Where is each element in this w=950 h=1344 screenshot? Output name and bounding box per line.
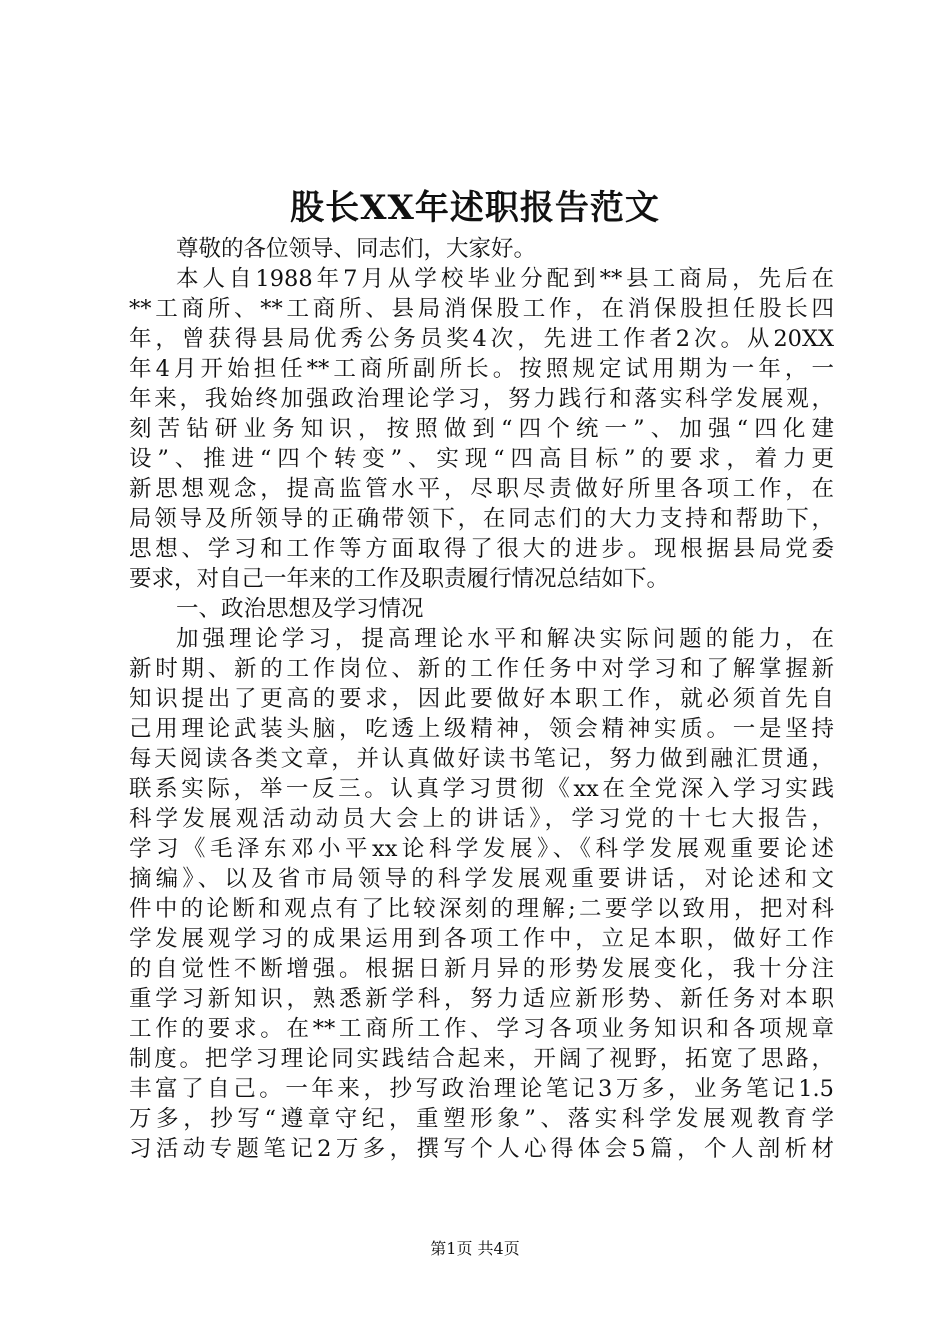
document-title: 股长XX年述职报告范文	[290, 188, 660, 228]
text-line: 己用理论武装头脑，吃透上级精神，领会精神实质。一是坚持	[129, 716, 834, 742]
text-line: 一、政治思想及学习情况	[176, 596, 424, 622]
text-line: 万多，抄写“遵章守纪，重塑形象”、落实科学发展观教育学	[129, 1106, 834, 1132]
text-line: 加强理论学习，提高理论水平和解决实际问题的能力，在	[176, 626, 834, 652]
page-footer: 第1页 共4页	[430, 1239, 520, 1258]
text-line: 局领导及所领导的正确带领下，在同志们的大力支持和帮助下，	[129, 506, 834, 532]
text-line: 联系实际，举一反三。认真学习贯彻《xx在全党深入学习实践	[129, 776, 834, 802]
text-line: 重学习新知识，熟悉新学科，努力适应新形势、新任务对本职	[129, 986, 834, 1012]
text-line: 科学发展观活动动员大会上的讲话》，学习党的十七大报告，	[129, 806, 834, 832]
text-line: 摘编》、以及省市局领导的科学发展观重要讲话，对论述和文	[129, 866, 834, 892]
text-line: 丰富了自己。一年来，抄写政治理论笔记3万多，业务笔记1.5	[129, 1076, 834, 1102]
text-line: 工作的要求。在**工商所工作、学习各项业务知识和各项规章	[129, 1016, 834, 1042]
text-line: 思想、学习和工作等方面取得了很大的进步。现根据县局党委	[129, 536, 834, 562]
text-line: 的自觉性不断增强。根据日新月异的形势发展变化，我十分注	[129, 956, 834, 982]
text-line: 每天阅读各类文章，并认真做好读书笔记，努力做到融汇贯通，	[129, 746, 834, 772]
text-line: 学发展观学习的成果运用到各项工作中，立足本职，做好工作	[129, 926, 834, 952]
text-line: 设”、推进“四个转变”、实现“四高目标”的要求，着力更	[129, 446, 834, 472]
text-line: 要求，对自己一年来的工作及职责履行情况总结如下。	[129, 566, 670, 592]
text-line: **工商所、**工商所、县局消保股工作，在消保股担任股长四	[129, 296, 834, 322]
text-line: 新时期、新的工作岗位、新的工作任务中对学习和了解掌握新	[129, 656, 834, 682]
text-line: 尊敬的各位领导、同志们，大家好。	[176, 236, 537, 262]
text-line: 知识提出了更高的要求，因此要做好本职工作，就必须首先自	[129, 686, 834, 712]
document-body	[129, 234, 834, 1164]
text-line: 年来，我始终加强政治理论学习，努力践行和落实科学发展观，	[129, 386, 834, 412]
text-line: 习活动专题笔记2万多，撰写个人心得体会5篇，个人剖析材	[129, 1136, 834, 1162]
text-line: 本人自1988年7月从学校毕业分配到**县工商局，先后在	[176, 266, 834, 292]
text-line: 制度。把学习理论同实践结合起来，开阔了视野，拓宽了思路，	[129, 1046, 834, 1072]
text-line: 件中的论断和观点有了比较深刻的理解;二要学以致用，把对科	[129, 896, 834, 922]
text-line: 学习《毛泽东邓小平xx论科学发展》、《科学发展观重要论述	[129, 836, 834, 862]
text-line: 新思想观念，提高监管水平，尽职尽责做好所里各项工作，在	[129, 476, 834, 502]
text-line: 年，曾获得县局优秀公务员奖4次，先进工作者2次。从20XX	[129, 326, 834, 352]
text-line: 年4月开始担任**工商所副所长。按照规定试用期为一年，一	[129, 356, 834, 382]
text-line: 刻苦钻研业务知识，按照做到“四个统一”、加强“四化建	[129, 416, 834, 442]
